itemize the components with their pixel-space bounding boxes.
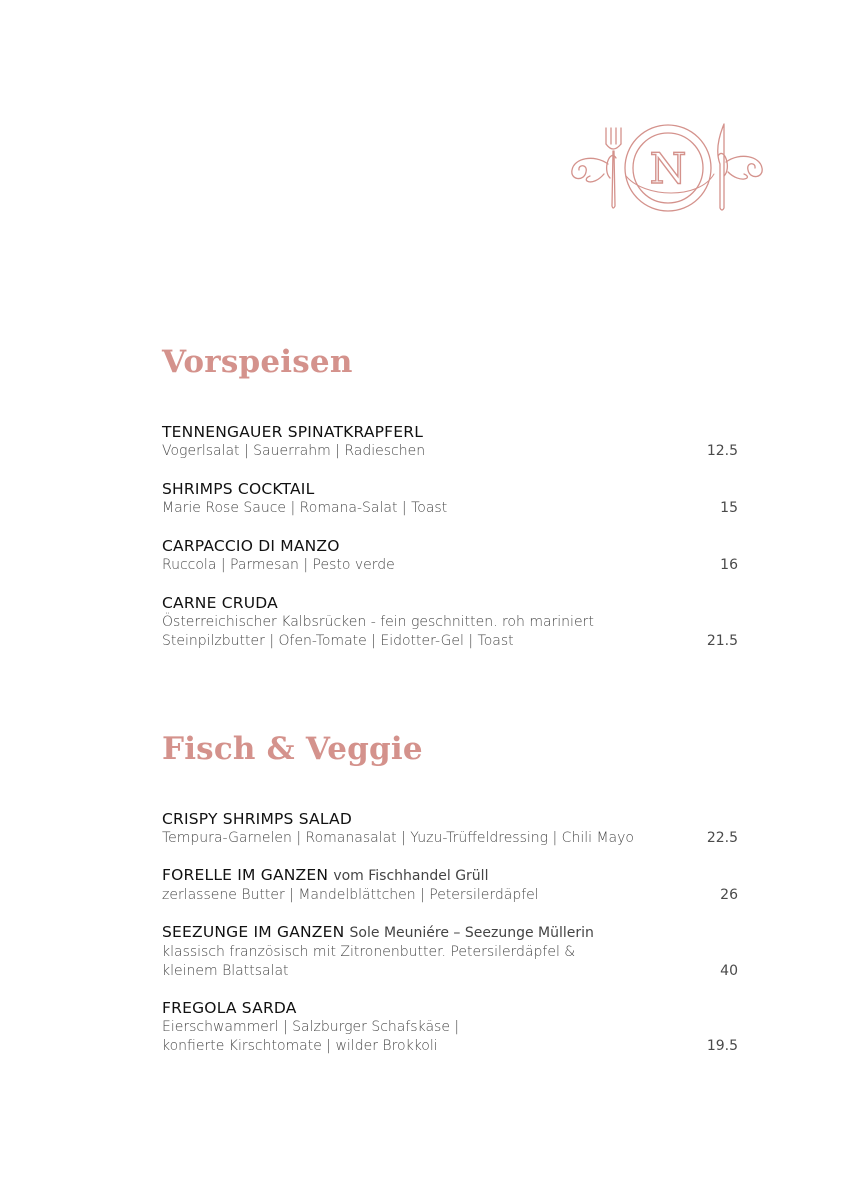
item-description: Eierschwammerl | Salzburger Schafskäse | bbox=[162, 1019, 460, 1035]
item-price: 15 bbox=[720, 500, 738, 516]
knife-icon bbox=[718, 124, 724, 210]
item-name: SEEZUNGE IM GANZEN bbox=[162, 923, 345, 941]
item-price: 22.5 bbox=[706, 830, 738, 846]
item-description: kleinem Blattsalat bbox=[162, 963, 289, 979]
fork-icon bbox=[606, 128, 621, 208]
item-name: TENNENGAUER SPINATKRAPFERL bbox=[162, 423, 424, 441]
item-price: 16 bbox=[720, 557, 738, 573]
section-title-fisch-veggie: Fisch & Veggie bbox=[162, 731, 423, 767]
item-description: konfierte Kirschtomate | wilder Brokkoli bbox=[162, 1038, 438, 1054]
section-title-vorspeisen: Vorspeisen bbox=[162, 344, 353, 380]
menu-item bbox=[162, 594, 738, 651]
item-name: CARNE CRUDA bbox=[162, 594, 278, 612]
item-subtitle: vom Fischhandel Grüll bbox=[333, 868, 489, 884]
menu-item bbox=[162, 866, 738, 905]
item-price: 12.5 bbox=[706, 443, 738, 459]
menu-item bbox=[162, 810, 738, 848]
menu-item bbox=[162, 923, 738, 981]
item-price: 40 bbox=[720, 963, 738, 979]
item-description: Steinpilzbutter | Ofen-Tomate | Eidotter-Gel | Toast bbox=[162, 633, 514, 649]
restaurant-logo bbox=[564, 118, 770, 218]
item-price: 26 bbox=[720, 887, 738, 903]
item-description: Vogerlsalat | Sauerrahm | Radieschen bbox=[162, 443, 426, 459]
item-description: Tempura-Garnelen | Romanasalat | Yuzu-Trüffeldressing | Chili Mayo bbox=[162, 830, 634, 846]
item-name: SHRIMPS COCKTAIL bbox=[162, 480, 315, 498]
item-name: CRISPY SHRIMPS SALAD bbox=[162, 810, 352, 828]
menu-item bbox=[162, 537, 738, 575]
item-description: zerlassene Butter | Mandelblättchen | Petersilerdäpfel bbox=[162, 887, 539, 903]
item-name-row bbox=[162, 923, 738, 943]
item-name: FORELLE IM GANZEN bbox=[162, 866, 329, 884]
item-name: CARPACCIO DI MANZO bbox=[162, 537, 340, 555]
item-subtitle: Sole Meuniére – Seezunge Müllerin bbox=[349, 925, 594, 941]
item-description: Ruccola | Parmesan | Pesto verde bbox=[162, 557, 395, 573]
menu-item bbox=[162, 999, 738, 1056]
logo-monogram: N bbox=[649, 144, 687, 193]
item-description: Österreichischer Kalbsrücken - fein geschnitten. roh mariniert bbox=[162, 614, 594, 630]
item-price: 21.5 bbox=[706, 633, 738, 649]
item-name: FREGOLA SARDA bbox=[162, 999, 297, 1017]
item-price: 19.5 bbox=[706, 1038, 738, 1054]
item-description: Marie Rose Sauce | Romana-Salat | Toast bbox=[162, 500, 448, 516]
item-description: klassisch französisch mit Zitronenbutter. Petersilerdäpfel & bbox=[162, 944, 576, 960]
menu-item bbox=[162, 480, 738, 518]
item-name-row bbox=[162, 866, 738, 886]
menu-item bbox=[162, 423, 738, 461]
